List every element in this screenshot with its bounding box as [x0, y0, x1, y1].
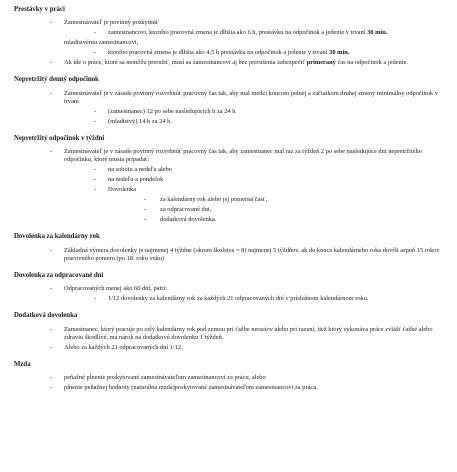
list-item: - na nedeľu a pondelok [14, 176, 447, 184]
list-item [14, 49, 447, 57]
list-item: - plnenie peňažnej hodnoty (naturálna mzda)poskytované zamestnávateľom zamestnancovi za prácu. [14, 384, 447, 392]
list-item: - peňažné plnenie poskytované zamestnávateľom zamestnancovi za prácu, alebo [14, 374, 447, 382]
item-text: ktorého pracovná zmena je dlhšia ako 4,5 h prestávku na odpočinok a jedenie v trvaní [108, 49, 328, 57]
section-title: Nepretržitý odpočinok v týždni [14, 134, 105, 142]
list-item [14, 29, 447, 37]
section-wage [14, 361, 447, 392]
list [14, 19, 447, 67]
list [14, 285, 447, 303]
item-bold: primeraný [306, 59, 336, 67]
list-item: - Odpracovaných menej ako 60 dní, patrí: [14, 285, 447, 293]
list-item: - 1/12 dovolenky za kalendárny rok za každých 21 odpracovaných dní v príslušnom kalendárnom roku. [14, 295, 447, 303]
list-item: - Dovolenka [14, 186, 447, 194]
section-title: Dovolenka za odpracované dni [14, 271, 104, 279]
item-text: mladistvému zamestnancovi, [64, 39, 139, 47]
section-annual-leave [14, 233, 447, 262]
item-text: Zamestnávateľ je povinný poskytnúť [64, 19, 159, 27]
section-leave-worked-days [14, 272, 447, 303]
list [14, 148, 447, 224]
list [14, 326, 447, 352]
item-bold: 30 min. [367, 29, 388, 37]
section-title: Dodatková dovolenka [14, 312, 78, 320]
list-item: - (mladistvý) 14 h za 24 h. [14, 118, 447, 126]
list-item: - za odpracované dni, [14, 206, 447, 214]
section-title: Dovolenka za kalendárny rok [14, 233, 100, 241]
list-item: - Zamestnávateľ je v zásade povinný rozvrhnúť pracovný čas tak, aby mal medzi koncom jednej a začiatkom druhej zmeny minimálny odpočinok v trvaní [14, 90, 447, 106]
section-weekly-rest [14, 135, 447, 224]
list-item: - Základná výmera dovolenky je najmenej 4 týždne (okrem školstva = 8) najmenej 5 týždňov, ak do konca kalendárneho roka dovŕši aspoň 15 rokov pracovného pomeru (po 18. roku veku) [14, 247, 447, 263]
list [14, 90, 447, 126]
list [14, 374, 447, 392]
list-item: - Alebo za každých 21 odpracovaných dní 1/12. [14, 344, 447, 352]
list [14, 247, 447, 263]
item-text: čas na odpočinok a jedenie. [337, 59, 408, 67]
section-title: Mzda [14, 360, 31, 368]
item-bold: 30 min. [329, 49, 350, 57]
list-item [14, 19, 447, 27]
section-daily-rest [14, 76, 447, 125]
section-additional-leave [14, 312, 447, 351]
list-item: - na sobotu a nedeľu alebo [14, 166, 447, 174]
item-text: Ak ide o práce, ktoré sa nemôžu prerušiť, musí sa zamestnancovi aj bez prerušenia zabezpečiť [64, 59, 306, 67]
list-item [14, 39, 447, 47]
list-item: - Zamestnanec, ktorý pracuje po celý kalendárny rok pod zemou pri ťažbe nerastov alebo pri razení, tiež ktorý vykonáva práce zvlášť ťažké alebo zdraviu škodlivé, má nárok na dodatkovú dovolenku 1 týždeň. [14, 326, 447, 342]
section-title: Nepretržitý denný odpočinok [14, 76, 99, 84]
section-title: Prestávky v práci [14, 6, 65, 13]
section-breaks [14, 6, 447, 67]
list-item: - za kalendárny rok alebo jej pomerná časť, [14, 196, 447, 204]
item-text: zamestnancovi, ktorého pracovná zmena je dlhšia ako 6 h, prestávku na odpočinok a jedenie v trvaní [108, 29, 366, 37]
list-item: - (zamestnanec) 12 po sebe nasledujúcich h za 24 h [14, 108, 447, 116]
list-item [14, 59, 447, 67]
list-item: - dodatková dovolenka. [14, 216, 447, 224]
list-item: - Zamestnávateľ je v zásade povinný rozvrhnúť pracovný čas tak, aby zamestnanec mal raz za týždeň 2 po sebe nasledujúce dni nepretržitého odpočinku, ktoré musia pripadať: [14, 148, 447, 164]
